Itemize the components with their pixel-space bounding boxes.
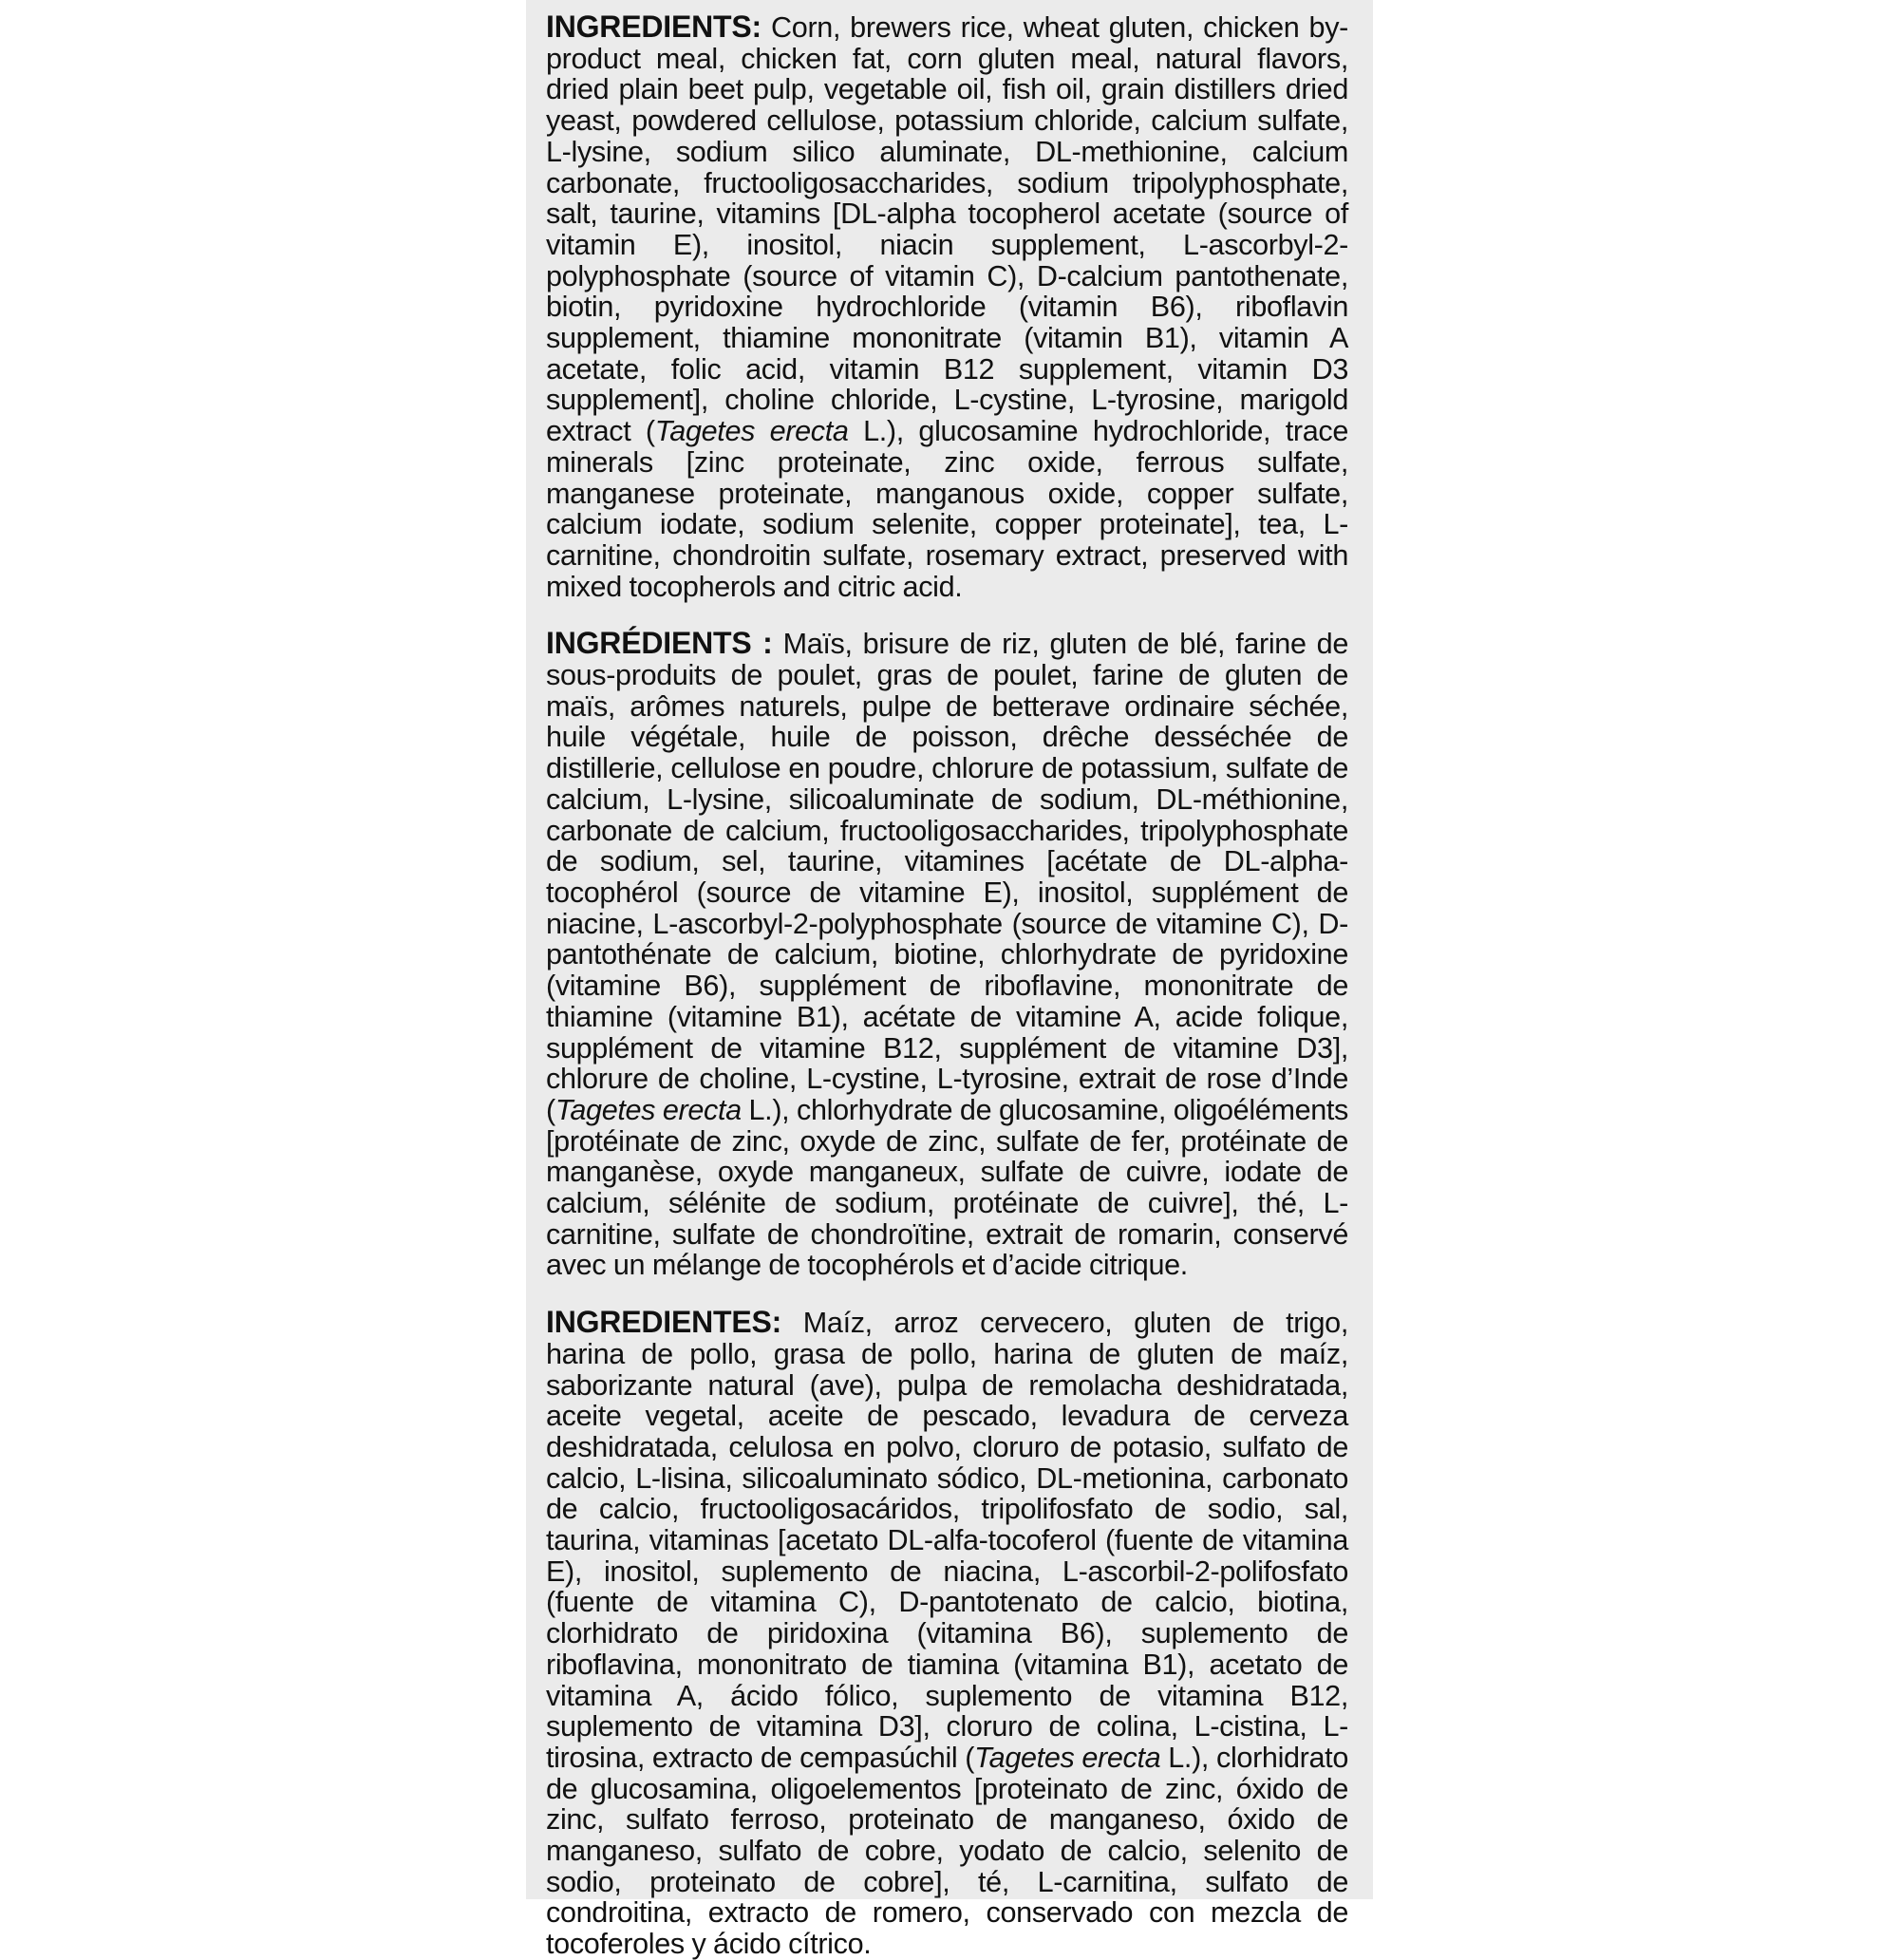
ingredients-text-french-part1: Maïs, brisure de riz, gluten de blé, farine de sous-produits de poulet, gras de poulet, farine de gluten de maïs, arômes naturels, pulpe de betterave ordinaire séchée, huile végétale, huile de poisson, drêche desséchée de distillerie, cellulose en poudre, chlorure de potassium, sulfate de calcium, L-lysine, silicoaluminate de sodium, DL-méthionine, carbonate de calcium, fructooligosaccharides, tripolyphosphate de sodium, sel, taurine, vitamines [acétate de DL-alpha-tocophérol (source de vitamine E), inositol, supplément de niacine, L-ascorbyl-2-polyphosphate (source de vitamine C), D-pantothénate de calcium, biotine, chlorhydrate de pyridoxine (vitamine B6), supplément de riboflavine, mononitrate de thiamine (vitamine B1), acétate de vitamine A, acide folique, supplément de vitamine B12, supplément de vitamine D3], chlorure de choline, L-cystine, L-tyrosine, extrait de rose d’Inde ( — [546, 628, 1348, 1126]
ingredients-heading-french: INGRÉDIENTS : — [546, 626, 773, 661]
ingredients-text-english-part1: Corn, brewers rice, wheat gluten, chicken by-product meal, chicken fat, corn gluten meal, natural flavors, dried plain beet pulp, vegetable oil, fish oil, grain distillers dried yeast, powdered cellulose, potassium chloride, calcium sulfate, L-lysine, sodium silico aluminate, DL-methionine, calcium carbonate, fructooligosaccharides, sodium tripolyphosphate, salt, taurine, vitamins [DL-alpha tocopherol acetate (source of vitamin E), inositol, niacin supplement, L-ascorbyl-2-polyphosphate (source of vitamin C), D-calcium pantothenate, biotin, pyridoxine hydrochloride (vitamin B6), riboflavin supplement, thiamine mononitrate (vitamin B1), vitamin A acetate, folic acid, vitamin B12 supplement, vitamin D3 supplement], choline chloride, L-cystine, L-tyrosine, marigold extract ( — [546, 11, 1348, 448]
species-name-english: Tagetes erecta — [654, 415, 849, 448]
ingredients-heading-spanish: INGREDIENTES: — [546, 1305, 782, 1340]
species-name-french: Tagetes erecta — [555, 1093, 742, 1126]
ingredients-heading-english: INGREDIENTS: — [546, 9, 761, 44]
ingredients-spanish — [546, 1307, 1348, 1960]
ingredients-french — [546, 628, 1348, 1281]
ingredients-text-spanish-part2: L.), clorhidrato de glucosamina, oligoelementos [proteinato de zinc, óxido de zinc, sulfato ferroso, proteinato de manganeso, óxido de manganeso, sulfato de cobre, yodato de calcio, selenito de sodio, proteinato de cobre], té, L-carnitina, sulfato de condroitina, extracto de romero, conservado con mezcla de tocoferoles y ácido cítrico. — [546, 1741, 1348, 1960]
ingredients-text-spanish-part1: Maíz, arroz cervecero, gluten de trigo, harina de pollo, grasa de pollo, harina de gluten de maíz, saborizante natural (ave), pulpa de remolacha deshidratada, aceite vegetal, aceite de pescado, levadura de cerveza deshidratada, celulosa en polvo, cloruro de potasio, sulfato de calcio, L-lisina, silicoaluminato sódico, DL-metionina, carbonato de calcio, fructooligosacáridos, tripolifosfato de sodio, sal, taurina, vitaminas [acetato DL-alfa-tocoferol (fuente de vitamina E), inositol, suplemento de niacina, L-ascorbil-2-polifosfato (fuente de vitamina C), D-pantotenato de calcio, biotina, clorhidrato de piridoxina (vitamina B6), suplemento de riboflavina, mononitrato de tiamina (vitamina B1), acetato de vitamina A, ácido fólico, suplemento de vitamina B12, suplemento de vitamina D3], cloruro de colina, L-cistina, L-tirosina, extracto de cempasúchil ( — [546, 1307, 1348, 1774]
ingredients-text-english-part2: L.), glucosamine hydrochloride, trace minerals [zinc proteinate, zinc oxide, ferrous sulfate, manganese proteinate, manganous oxide, copper sulfate, calcium iodate, sodium selenite, copper proteinate], tea, L-carnitine, chondroitin sulfate, rosemary extract, preserved with mixed tocopherols and citric acid. — [546, 415, 1348, 603]
ingredients-text-french-part2: L.), chlorhydrate de glucosamine, oligoéléments [protéinate de zinc, oxyde de zinc, sulfate de fer, protéinate de manganèse, oxyde manganeux, sulfate de cuivre, iodate de calcium, sélénite de sodium, protéinate de cuivre], thé, L-carnitine, sulfate de chondroïtine, extrait de romarin, conservé avec un mélange de tocophérols et d’acide citrique. — [546, 1093, 1348, 1282]
ingredients-english — [546, 11, 1348, 602]
species-name-spanish: Tagetes erecta — [974, 1741, 1161, 1774]
ingredients-panel — [526, 0, 1373, 1960]
